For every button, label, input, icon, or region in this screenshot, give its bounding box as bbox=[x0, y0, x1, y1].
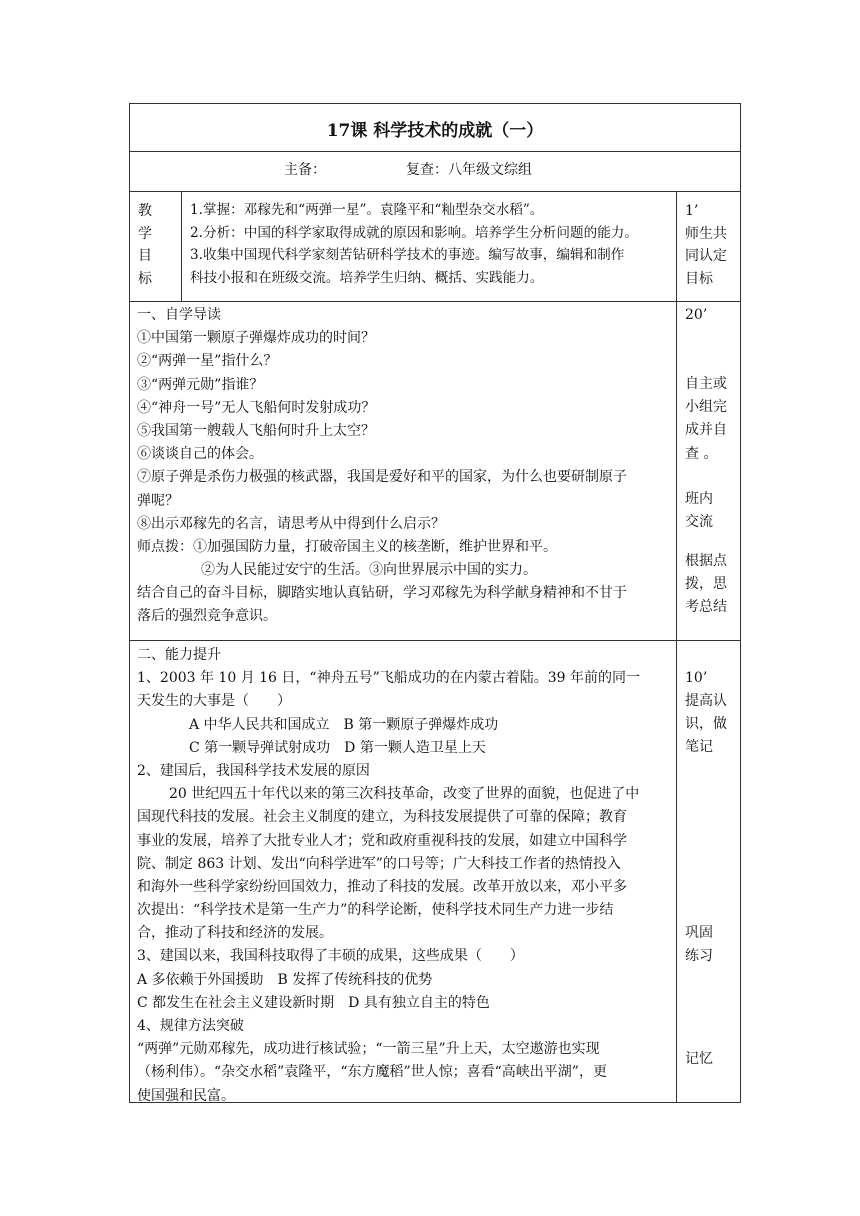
lesson-title: 17课 科学技术的成就（一） bbox=[326, 121, 544, 141]
side-line: 查 。 bbox=[685, 445, 718, 462]
question-line: 天发生的大事是（ ） bbox=[137, 693, 291, 710]
side-line: 师生共 bbox=[685, 225, 727, 242]
section-self-study-content bbox=[130, 302, 677, 640]
option-line: A 中华人民共和国成立 B 第一颗原子弹爆炸成功 bbox=[189, 716, 499, 733]
question-line: 3、建国以来，我国科技取得了丰硕的成果，这些成果（ ） bbox=[137, 948, 524, 965]
section-ability-content bbox=[130, 641, 677, 1102]
objective-line: 2.分析：中国的科学家取得成就的原因和影响。培养学生分析问题的能力。 bbox=[190, 224, 638, 241]
side-line: 同认定 bbox=[685, 248, 727, 265]
side-line: 自主或 bbox=[685, 376, 727, 392]
paragraph-line: 国现代科技的发展。社会主义制度的建立，为科技发展提供了可靠的保障；教育 bbox=[137, 809, 627, 826]
ability-notes bbox=[685, 690, 735, 760]
question-line: ⑦原子弹是杀伤力极强的核武器，我国是爱好和平的国家，为什么也要研制原子 bbox=[137, 469, 627, 486]
heading-ability: 二、能力提升 bbox=[137, 647, 221, 663]
question-line: ⑧出示邓稼先的名言，请思考从中得到什么启示？ bbox=[137, 515, 445, 532]
side-line: 拨，思 bbox=[685, 576, 727, 593]
question-line: 2、建国后，我国科学技术发展的原因 bbox=[137, 762, 370, 779]
side-line: 班内 bbox=[685, 491, 713, 507]
side-line: 成并自 bbox=[685, 422, 727, 439]
objective-line: 科技小报和在班级交流。培养学生归纳、概括、实践能力。 bbox=[190, 269, 544, 286]
rhyme-line: “两弹”元勋邓稼先，成功进行核试验；“一箭三星”升上天，太空遨游也实现 bbox=[137, 1041, 600, 1058]
question-line: ⑤我国第一艘载人飞船何时升上太空？ bbox=[137, 422, 375, 439]
side-line: 巩固 bbox=[685, 925, 713, 941]
side-line: 练习 bbox=[685, 948, 713, 965]
paragraph-line: 合，推动了科技和经济的发展。 bbox=[137, 925, 333, 942]
self-study-text bbox=[137, 304, 672, 629]
option-line: A 多依赖于外国援助 B 发挥了传统科技的优势 bbox=[137, 971, 433, 988]
paragraph-line: 院、制定 863 计划、发出“向科学进军”的口号等；广大科技工作者的热情投入 bbox=[137, 855, 621, 872]
objective-line: 1.掌握：邓稼先和“两弹一星”。袁隆平和“籼型杂交水稻”。 bbox=[190, 202, 544, 218]
hint-line: ②为人民能过安宁的生活。③向世界展示中国的实力。 bbox=[201, 562, 537, 579]
meta-row bbox=[130, 152, 740, 192]
objective-line: 3.收集中国现代科学家刻苦钻研科学技术的事迹。编写故事，编辑和制作 bbox=[190, 247, 625, 264]
question-line: ②“两弹一星”指什么？ bbox=[137, 353, 278, 370]
section-self-study-side bbox=[677, 302, 740, 640]
objectives-label-cell bbox=[130, 192, 182, 301]
label-char: 目 bbox=[138, 248, 152, 265]
objectives-row bbox=[130, 192, 740, 302]
question-line: ④“神舟一号”无人飞船何时发射成功？ bbox=[137, 399, 376, 416]
hint-line: 师点拨：①加强国防力量，打破帝国主义的核垄断，维护世界和平。 bbox=[137, 538, 557, 555]
side-line: 根据点 bbox=[685, 553, 727, 569]
label-char: 学 bbox=[138, 225, 152, 242]
summary-line: 落后的强烈竞争意识。 bbox=[137, 608, 277, 625]
ability-time: 10’ bbox=[685, 670, 708, 686]
question-line: ⑥谈谈自己的体会。 bbox=[137, 446, 263, 463]
question-line: ③“两弹元勋”指谁？ bbox=[137, 376, 264, 393]
side-line: 目标 bbox=[685, 270, 713, 287]
objectives-side bbox=[685, 200, 735, 290]
ability-text bbox=[137, 644, 672, 1108]
question-line: 1、2003 年 10 月 16 日，“神舟五号”飞船成功的在内蒙古着陆。39 年前的同一 bbox=[137, 670, 640, 687]
self-study-class bbox=[685, 488, 735, 534]
option-line: C 都发生在社会主义建设新时期 D 具有独立自主的特色 bbox=[137, 994, 490, 1011]
side-line: 小组完 bbox=[685, 399, 727, 416]
question-line: 弹呢？ bbox=[137, 492, 179, 509]
paragraph-line: 和海外一些科学家纷纷回国效力，推动了科技的发展。改革开放以来，邓小平多 bbox=[137, 878, 627, 895]
rhyme-line: 使国强和民富。 bbox=[137, 1087, 235, 1104]
self-study-method bbox=[685, 373, 735, 466]
side-line: 提高认 bbox=[685, 693, 727, 709]
side-line: 考总结 bbox=[685, 599, 727, 616]
self-study-summary bbox=[685, 550, 735, 620]
self-study-time: 20’ bbox=[685, 307, 708, 323]
label-char: 教 bbox=[138, 203, 152, 219]
option-line: C 第一颗导弹试射成功 D 第一颗人造卫星上天 bbox=[189, 739, 486, 756]
objectives-label bbox=[138, 200, 154, 290]
paragraph-line: 次提出：“科学技术是第一生产力”的科学论断，使科学技术同生产力进一步结 bbox=[137, 902, 614, 919]
objectives-side-cell bbox=[677, 192, 740, 301]
question-line: 4、规律方法突破 bbox=[137, 1018, 244, 1034]
paragraph-line: 20 世纪四五十年代以来的第三次科技革命，改变了世界的面貌，也促进了中 bbox=[169, 786, 640, 803]
author-label: 主备： bbox=[284, 162, 326, 178]
lesson-plan-table bbox=[129, 103, 741, 1103]
paragraph-line: 事业的发展，培养了大批专业人才；党和政府重视科技的发展，如建立中国科学 bbox=[137, 832, 627, 849]
section-self-study-row bbox=[130, 302, 740, 641]
rhyme-line: （杨利伟）。“杂交水稻”袁隆平，“东方魔稻”世人惊；喜看“高峡出平湖”，更 bbox=[137, 1064, 607, 1081]
summary-line: 结合自己的奋斗目标，脚踏实地认真钻研，学习邓稼先为科学献身精神和不甘于 bbox=[137, 585, 627, 602]
question-line: ①中国第一颗原子弹爆炸成功的时间？ bbox=[137, 330, 375, 347]
title-row bbox=[130, 104, 740, 152]
ability-practice bbox=[685, 922, 735, 968]
side-line: 笔记 bbox=[685, 739, 713, 756]
side-line: 交流 bbox=[685, 514, 713, 531]
side-line: 1’ bbox=[685, 203, 699, 219]
side-line: 识，做 bbox=[685, 716, 727, 733]
section-ability-side bbox=[677, 641, 740, 1102]
ability-memory: 记忆 bbox=[685, 1051, 713, 1067]
label-char: 标 bbox=[138, 270, 152, 287]
section-ability-row bbox=[130, 641, 740, 1102]
heading-self-study: 一、自学导读 bbox=[137, 307, 221, 323]
objectives-content-cell bbox=[182, 192, 677, 301]
review-label: 复查：八年级文综组 bbox=[406, 162, 532, 178]
objectives-text bbox=[190, 199, 674, 289]
